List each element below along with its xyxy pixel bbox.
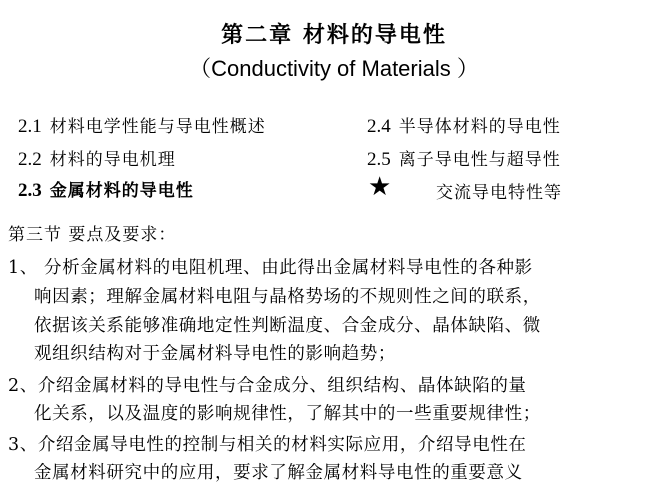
toc-label: 金属材料的导电性 (49, 181, 194, 201)
toc-item-2-2 (18, 145, 176, 171)
toc-number: 2.1 (18, 116, 42, 137)
star-label: 交流导电特性等 (436, 183, 562, 203)
toc-number: 2.4 (367, 116, 391, 137)
requirement-2-line-1: 2、介绍金属材料的导电性与合金成分、组织结构、晶体缺陷的量 (8, 376, 527, 396)
toc-item-2-4 (367, 112, 561, 138)
chapter-subtitle: （Conductivity of Materials ） (189, 56, 479, 81)
star-icon: ★ (368, 172, 392, 202)
requirement-1-line-4: 观组织结构对于金属材料导电性的影响趋势； (34, 344, 396, 364)
toc-number: 2.3 (18, 180, 42, 201)
toc-label: 材料的导电机理 (49, 150, 176, 170)
requirement-3-line-2: 金属材料研究中的应用，要求了解金属材料导电性的重要意义 (34, 463, 523, 483)
requirement-1-line-1: 1、 分析金属材料的电阻机理、由此得出金属材料导电性的各种影 (8, 258, 533, 278)
toc-item-2-5 (367, 145, 561, 171)
requirement-1-line-3: 依据该关系能够准确地定性判断温度、合金成分、晶体缺陷、微 (34, 316, 541, 336)
toc-label: 离子导电性与超导性 (398, 150, 561, 170)
requirement-2-line-2: 化关系，以及温度的影响规律性，了解其中的一些重要规律性； (34, 404, 541, 424)
toc-item-2-3-current (18, 176, 194, 202)
toc-label: 半导体材料的导电性 (398, 117, 561, 137)
section-heading: 第三节 要点及要求： (8, 225, 177, 245)
requirement-1-line-2: 响因素；理解金属材料电阻与晶格势场的不规则性之间的联系， (34, 287, 541, 307)
toc-label: 材料电学性能与导电性概述 (49, 117, 266, 137)
requirement-3-line-1: 3、介绍金属导电性的控制与相关的材料实际应用，介绍导电性在 (8, 435, 527, 455)
toc-number: 2.5 (367, 149, 391, 170)
chapter-title: 第二章 材料的导电性 (221, 22, 447, 48)
toc-number: 2.2 (18, 149, 42, 170)
toc-item-2-1 (18, 112, 266, 138)
